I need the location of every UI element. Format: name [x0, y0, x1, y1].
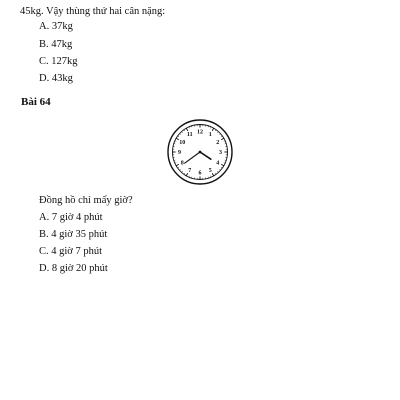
clock-numeral: 1 [208, 132, 212, 139]
hour-hand [200, 152, 211, 159]
hour-tick [212, 173, 214, 176]
clock-numeral: 10 [179, 139, 186, 146]
clock-numeral: 4 [216, 160, 220, 167]
q63-option-a[interactable]: A. 37kg [39, 21, 73, 32]
clock-numeral: 8 [180, 160, 184, 167]
q64-option-b[interactable]: B. 4 giờ 35 phút [39, 229, 108, 240]
minute-tick [182, 171, 183, 172]
minute-tick [182, 132, 183, 133]
question-64-text: Đồng hồ chỉ mấy giờ? [39, 195, 133, 206]
question-64-heading: Bài 64 [21, 96, 51, 108]
clock-numeral: 3 [219, 150, 222, 156]
clock-numeral: 7 [188, 167, 192, 174]
minute-tick [217, 132, 218, 133]
q63-option-c[interactable]: C. 127kg [39, 56, 78, 67]
hour-tick [186, 128, 188, 131]
hour-tick [176, 164, 179, 166]
clock-numeral: 6 [198, 170, 202, 177]
minute-tick [184, 130, 185, 131]
analog-clock [166, 118, 234, 186]
minute-tick [184, 173, 185, 174]
minute-tick [217, 171, 218, 172]
minute-tick [219, 169, 220, 170]
minute-tick [219, 134, 220, 135]
minute-tick [180, 134, 181, 135]
minute-tick [178, 167, 179, 168]
minute-tick [178, 136, 179, 137]
q63-option-b[interactable]: B. 47kg [39, 39, 73, 50]
clock-numeral: 9 [178, 150, 181, 156]
minute-tick [215, 173, 216, 174]
minute-tick [221, 136, 222, 137]
minute-tick [215, 130, 216, 131]
q63-option-d[interactable]: D. 43kg [39, 73, 73, 84]
q64-option-a[interactable]: A. 7 giờ 4 phút [39, 212, 103, 223]
q64-option-d[interactable]: D. 8 giờ 20 phút [39, 263, 108, 274]
clock-numeral: 2 [216, 139, 220, 146]
question-63-stem: 45kg. Vậy thùng thứ hai cân nặng: [20, 6, 166, 17]
clock-numeral: 12 [197, 129, 203, 136]
minute-hand [185, 152, 200, 163]
hour-tick [212, 128, 214, 131]
clock-numeral: 11 [186, 132, 193, 139]
hour-tick [221, 138, 224, 140]
q64-option-c[interactable]: C. 4 giờ 7 phút [39, 246, 103, 257]
clock-face [166, 118, 234, 186]
hour-tick [221, 164, 224, 166]
clock-center-pin [199, 151, 202, 154]
clock-numeral: 5 [208, 167, 212, 174]
minute-tick [221, 167, 222, 168]
minute-tick [180, 169, 181, 170]
